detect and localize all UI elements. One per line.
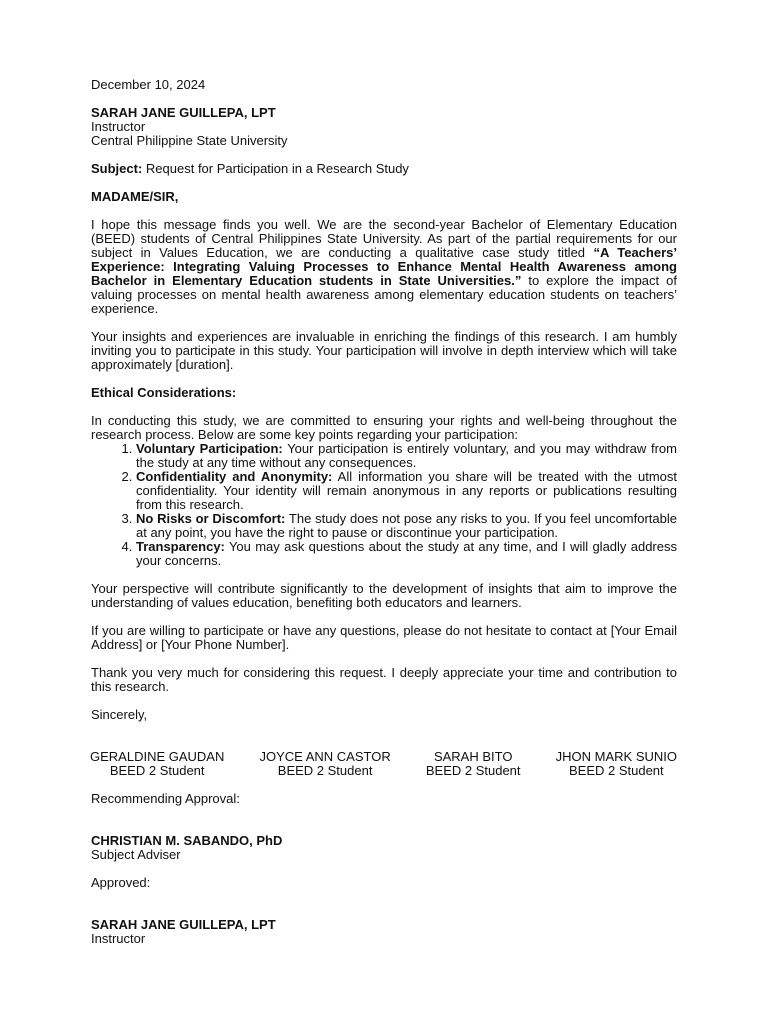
ethics-intro: In conducting this study, we are committed to ensuring your rights and well-being throughout the research process. Below are some key points regarding your participation: xyxy=(91,413,677,442)
recipient-title: Instructor xyxy=(91,119,146,134)
subject-line xyxy=(91,162,677,176)
ethics-item xyxy=(136,540,677,568)
intro-paragraph xyxy=(91,218,677,316)
signer-role: BEED 2 Student xyxy=(277,763,373,778)
ethics-item xyxy=(136,470,677,512)
adviser-block xyxy=(91,834,677,862)
signer xyxy=(260,750,391,778)
intro-part-2: to explore the impact of valuing processes on mental health awareness among elementary education students on teachers’ experience. xyxy=(91,273,677,316)
signer-role: BEED 2 Student xyxy=(109,763,205,778)
ethics-item-text: You may ask questions about the study at any time, and I will gladly address your concerns. xyxy=(136,539,677,568)
adviser-name: CHRISTIAN M. SABANDO, PhD xyxy=(91,833,283,848)
recipient-name: SARAH JANE GUILLEPA, LPT xyxy=(91,105,276,120)
ethics-item-term: Voluntary Participation: xyxy=(136,441,283,456)
thanks-paragraph: Thank you very much for considering this request. I deeply appreciate your time and contribution to this research. xyxy=(91,665,677,694)
perspective-paragraph: Your perspective will contribute significantly to the development of insights that aim to improve the understanding of values education, benefiting both educators and learners. xyxy=(91,581,677,610)
signer-name: JHON MARK SUNIO xyxy=(555,749,677,764)
ethics-heading: Ethical Considerations: xyxy=(91,385,237,400)
signer xyxy=(556,750,677,778)
recipient-institution: Central Philippine State University xyxy=(91,133,288,148)
invitation-paragraph: Your insights and experiences are invaluable in enriching the findings of this research. I am humbly inviting you to participate in this study. Your participation will involve in depth interview which will take approximately [duration]. xyxy=(91,329,677,372)
approver-title: Instructor xyxy=(91,931,146,946)
recipient-block xyxy=(91,106,677,148)
salutation: MADAME/SIR, xyxy=(91,189,179,204)
signer-name: SARAH BITO xyxy=(433,749,513,764)
ethics-item-term: No Risks or Discomfort: xyxy=(136,511,286,526)
subject-label: Subject: xyxy=(91,161,143,176)
adviser-title: Subject Adviser xyxy=(91,847,181,862)
signer-name: GERALDINE GAUDAN xyxy=(90,749,225,764)
ethics-item xyxy=(136,442,677,470)
signature-row xyxy=(91,750,677,778)
signer-name: JOYCE ANN CASTOR xyxy=(259,749,391,764)
study-title: “A Teachers’ Experience: Integrating Valuing Processes to Enhance Mental Health Awareness among Bachelor in Elementary Education students in State Universities.” xyxy=(91,245,677,288)
signer xyxy=(90,750,224,778)
contact-paragraph: If you are willing to participate or have any questions, please do not hesitate to contact at [Your Email Address] or [Your Phone Number]. xyxy=(91,623,677,652)
letter-date: December 10, 2024 xyxy=(91,77,206,92)
ethics-item-text: All information you share will be treated with the utmost confidentiality. Your identity will remain anonymous in any reports or publications resulting from this research. xyxy=(136,469,677,512)
ethics-item-text: The study does not pose any risks to you. If you feel uncomfortable at any point, you have the right to pause or discontinue your participation. xyxy=(136,511,677,540)
subject-text: Request for Participation in a Research Study xyxy=(142,161,409,176)
ethics-item-term: Confidentiality and Anonymity: xyxy=(136,469,333,484)
letter-body xyxy=(91,78,677,946)
ethics-item-text: Your participation is entirely voluntary, and you may withdraw from the study at any time without any consequences. xyxy=(136,441,677,470)
approved-label: Approved: xyxy=(91,875,151,890)
ethics-item-term: Transparency: xyxy=(136,539,225,554)
ethics-list xyxy=(91,442,677,568)
signer xyxy=(426,750,521,778)
signer-role: BEED 2 Student xyxy=(425,763,521,778)
closing: Sincerely, xyxy=(91,707,148,722)
approver-name: SARAH JANE GUILLEPA, LPT xyxy=(91,917,276,932)
recommending-label: Recommending Approval: xyxy=(91,791,240,806)
ethics-item xyxy=(136,512,677,540)
signer-role: BEED 2 Student xyxy=(568,763,664,778)
intro-part-1: I hope this message finds you well. We are the second-year Bachelor of Elementary Education (BEED) students of Central Philippines State University. As part of the partial requirements for our subject in Values Education, we are conducting a qualitative case study titled xyxy=(91,217,677,260)
approver-block xyxy=(91,918,677,946)
